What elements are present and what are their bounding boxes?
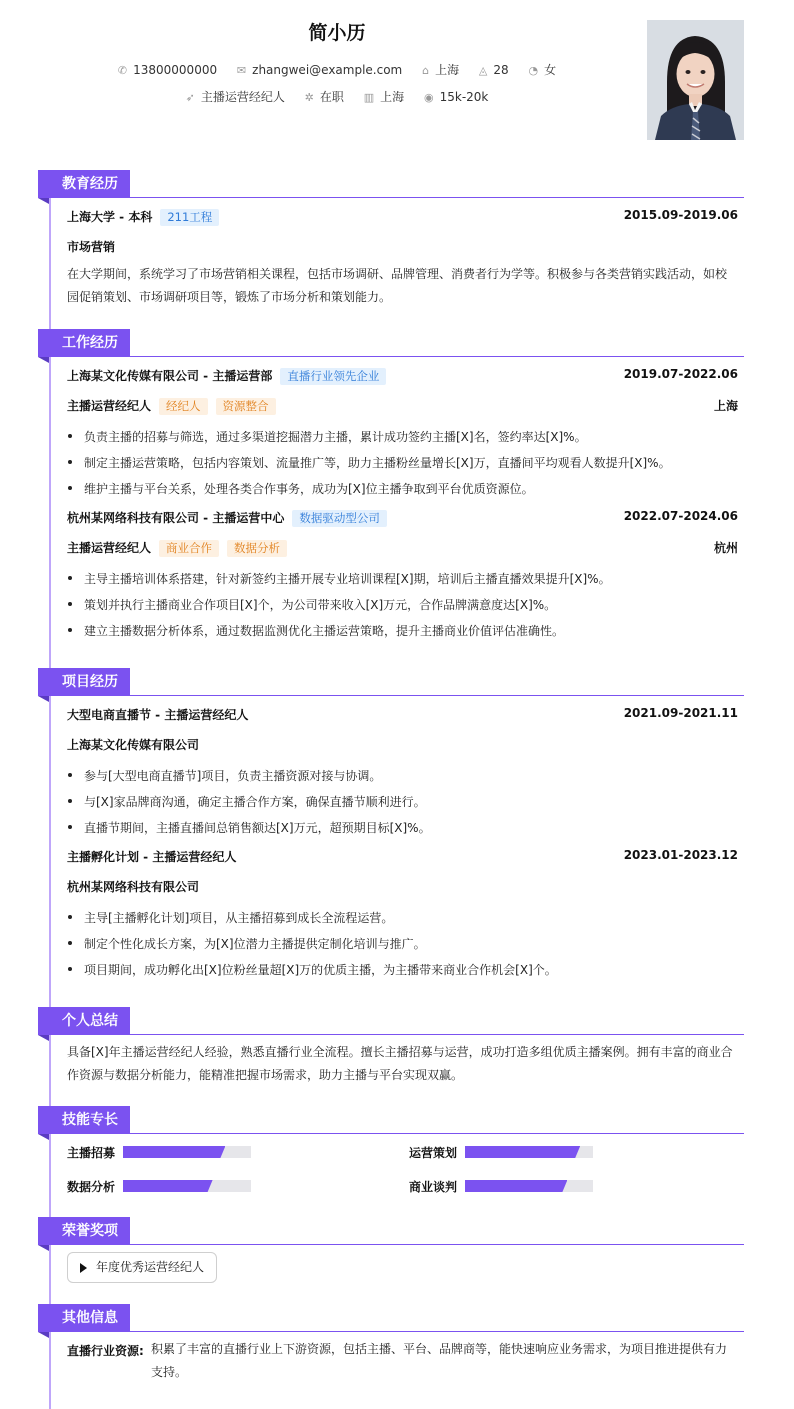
list-item: 负责主播的招募与筛选，通过多渠道挖掘潜力主播，累计成功签约主播[X]名，签约率达[X]%。 bbox=[67, 428, 738, 445]
other-text bbox=[151, 1338, 741, 1384]
project-name: 大型电商直播节 - 主播运营经纪人 bbox=[67, 708, 249, 722]
ribbon-fold bbox=[38, 357, 49, 363]
award-text: 年度优秀运营经纪人 bbox=[96, 1260, 205, 1274]
ribbon-fold bbox=[38, 1134, 49, 1140]
project-org: 上海某文化传媒有限公司 bbox=[67, 738, 200, 752]
phone-text: 13800000000 bbox=[133, 63, 218, 77]
summary-text bbox=[67, 1041, 738, 1087]
phone-info bbox=[118, 63, 217, 77]
position-text: 主播运营经纪人 bbox=[200, 90, 285, 104]
list-item: 与[X]家品牌商沟通，确定主播合作方案，确保直播节顺利进行。 bbox=[67, 793, 738, 810]
salary-info bbox=[424, 90, 488, 104]
section-education bbox=[38, 170, 744, 198]
education-period: 2015.09-2019.06 bbox=[623, 208, 738, 222]
list-item: 策划并执行主播商业合作项目[X]个，为公司带来收入[X]万元，合作品牌满意度达[X]%。 bbox=[67, 596, 738, 613]
work-period: 2019.07-2022.06 bbox=[623, 367, 738, 381]
company-name: 上海某文化传媒有限公司 - 主播运营部 bbox=[67, 369, 273, 383]
text-line: 在大学期间，系统学习了市场营销相关课程，包括市场调研、品牌管理、消费者行为学等。积极参与各类营销实践活动，如校 bbox=[67, 267, 728, 281]
text-line: 积累了丰富的直播行业上下游资源，包括主播、平台、品牌商等，能快速响应业务需求，为项目推进提供有力 bbox=[151, 1342, 728, 1356]
skill-tag: 数据分析 bbox=[227, 540, 287, 557]
skill-bar bbox=[465, 1180, 593, 1192]
project-org: 杭州某网络科技有限公司 bbox=[67, 880, 200, 894]
project-period: 2023.01-2023.12 bbox=[623, 848, 738, 862]
work-city: 杭州 bbox=[713, 541, 738, 555]
ribbon-fold bbox=[38, 1245, 49, 1251]
skill-bar-fill bbox=[465, 1146, 580, 1158]
skill-bar-fill bbox=[123, 1180, 213, 1192]
target-city-text: 上海 bbox=[380, 90, 405, 104]
list-item: 项目期间，成功孵化出[X]位粉丝量超[X]万的优质主播，为主播带来商业合作机会[X]个。 bbox=[67, 961, 738, 978]
list-item: 参与[大型电商直播节]项目，负责主播资源对接与协调。 bbox=[67, 767, 738, 784]
section-skills bbox=[38, 1106, 744, 1134]
work-header bbox=[67, 509, 738, 527]
work-role bbox=[67, 539, 738, 557]
text-line: 作资源与数据分析能力，能精准把握市场需求，助力主播与平台实现双赢。 bbox=[67, 1068, 464, 1082]
ribbon-fold bbox=[38, 1332, 49, 1338]
company-name: 杭州某网络科技有限公司 - 主播运营中心 bbox=[67, 511, 285, 525]
play-icon bbox=[80, 1263, 87, 1273]
work-city: 上海 bbox=[713, 399, 738, 413]
status-info bbox=[305, 88, 344, 105]
company-badge: 直播行业领先企业 bbox=[280, 368, 386, 385]
ribbon-fold bbox=[38, 1035, 49, 1041]
skill-name: 运营策划 bbox=[409, 1146, 458, 1160]
mail-icon: ✉ bbox=[236, 64, 247, 77]
avatar-image bbox=[647, 20, 744, 140]
school-badge: 211工程 bbox=[160, 209, 219, 226]
job-title: 主播运营经纪人 bbox=[67, 541, 152, 555]
send-icon: ➶ bbox=[185, 91, 195, 104]
gender-text: 女 bbox=[544, 63, 557, 77]
section-divider bbox=[38, 1133, 744, 1134]
cake-icon: ◬ bbox=[478, 64, 488, 77]
text-line: 园促销策划、市场调研项目等，锻炼了市场分析和策划能力。 bbox=[67, 290, 392, 304]
ribbon-fold bbox=[38, 696, 49, 702]
position-info bbox=[186, 88, 285, 105]
education-description bbox=[67, 263, 738, 309]
home-icon: ⌂ bbox=[422, 64, 430, 77]
age-info bbox=[479, 63, 509, 77]
skill-bar bbox=[123, 1180, 251, 1192]
company-badge: 数据驱动型公司 bbox=[292, 510, 387, 527]
major: 市场营销 bbox=[67, 240, 116, 254]
section-divider bbox=[38, 1244, 744, 1245]
age-text: 28 bbox=[493, 63, 509, 77]
skill-tag: 商业合作 bbox=[159, 540, 219, 557]
target-city-info bbox=[364, 88, 404, 105]
list-item: 主导主播培训体系搭建，针对新签约主播开展专业培训课程[X]期，培训后主播直播效果提升[X]%。 bbox=[67, 570, 738, 587]
section-title: 其他信息 bbox=[38, 1304, 130, 1332]
location-text: 上海 bbox=[435, 63, 460, 77]
project-header bbox=[67, 848, 738, 865]
status-icon: ✲ bbox=[304, 91, 314, 104]
work-role bbox=[67, 397, 738, 415]
ribbon-fold bbox=[38, 198, 49, 204]
email-text: zhangwei@example.com bbox=[252, 63, 403, 77]
skill-tag: 资源整合 bbox=[216, 398, 276, 415]
section-divider bbox=[38, 197, 744, 198]
section-title: 项目经历 bbox=[38, 668, 130, 696]
list-item: 制定个性化成长方案，为[X]位潜力主播提供定制化培训与推广。 bbox=[67, 935, 738, 952]
building-icon: ▥ bbox=[363, 91, 375, 104]
skill-tag: 经纪人 bbox=[159, 398, 208, 415]
award-item[interactable] bbox=[67, 1252, 217, 1283]
project-period: 2021.09-2021.11 bbox=[623, 706, 738, 720]
section-title: 技能专长 bbox=[38, 1106, 130, 1134]
text-line: 具备[X]年主播运营经纪人经验，熟悉直播行业全流程。擅长主播招募与运营，成功打造多组优质主播案例。拥有丰富的商业合 bbox=[67, 1045, 733, 1059]
job-intent-row bbox=[0, 88, 674, 105]
job-title: 主播运营经纪人 bbox=[67, 399, 152, 413]
section-projects bbox=[38, 668, 744, 696]
section-other bbox=[38, 1304, 744, 1332]
resume-header bbox=[0, 0, 794, 160]
coin-icon: ◉ bbox=[423, 91, 434, 104]
phone-icon: ✆ bbox=[117, 64, 128, 77]
list-item: 主导[主播孵化计划]项目，从主播招募到成长全流程运营。 bbox=[67, 909, 738, 926]
list-item: 直播节期间，主播直播间总销售额达[X]万元，超预期目标[X]%。 bbox=[67, 819, 738, 836]
skill-bar bbox=[465, 1146, 593, 1158]
skill-name: 数据分析 bbox=[67, 1180, 116, 1194]
list-item: 建立主播数据分析体系，通过数据监测优化主播运营策略，提升主播商业价值评估准确性。 bbox=[67, 622, 738, 639]
text-line: 支持。 bbox=[151, 1365, 188, 1379]
section-work bbox=[38, 329, 744, 357]
project-name: 主播孵化计划 - 主播运营经纪人 bbox=[67, 850, 237, 864]
section-title: 教育经历 bbox=[38, 170, 130, 198]
contact-row bbox=[0, 61, 674, 78]
skill-name: 主播招募 bbox=[67, 1146, 116, 1160]
section-divider bbox=[38, 1331, 744, 1332]
section-title: 工作经历 bbox=[38, 329, 130, 357]
work-header bbox=[67, 367, 738, 385]
section-title: 荣誉奖项 bbox=[38, 1217, 130, 1245]
project-header bbox=[67, 706, 738, 723]
skill-bar-fill bbox=[123, 1146, 225, 1158]
education-header bbox=[67, 208, 738, 226]
candidate-name: 简小历 bbox=[308, 22, 366, 44]
gender-icon: ◔ bbox=[528, 64, 539, 77]
salary-text: 15k-20k bbox=[439, 90, 489, 104]
school-name: 上海大学 - 本科 bbox=[67, 210, 153, 224]
skill-bar-fill bbox=[465, 1180, 567, 1192]
section-divider bbox=[38, 1034, 744, 1035]
list-item: 维护主播与平台关系，处理各类合作事务，成功为[X]位主播争取到平台优质资源位。 bbox=[67, 480, 738, 497]
other-label: 直播行业资源: bbox=[67, 1344, 144, 1358]
skill-bar bbox=[123, 1146, 251, 1158]
section-title: 个人总结 bbox=[38, 1007, 130, 1035]
work-period: 2022.07-2024.06 bbox=[623, 509, 738, 523]
skill-name: 商业谈判 bbox=[409, 1180, 458, 1194]
list-item: 制定主播运营策略，包括内容策划、流量推广等，助力主播粉丝量增长[X]万，直播间平均观看人数提升[X]%。 bbox=[67, 454, 738, 471]
location-info bbox=[422, 61, 459, 78]
section-awards bbox=[38, 1217, 744, 1245]
section-divider bbox=[38, 356, 744, 357]
section-divider bbox=[38, 695, 744, 696]
section-summary bbox=[38, 1007, 744, 1035]
email-info bbox=[237, 63, 402, 77]
profile-photo bbox=[647, 20, 744, 140]
status-text: 在职 bbox=[319, 90, 344, 104]
gender-info bbox=[528, 61, 556, 78]
